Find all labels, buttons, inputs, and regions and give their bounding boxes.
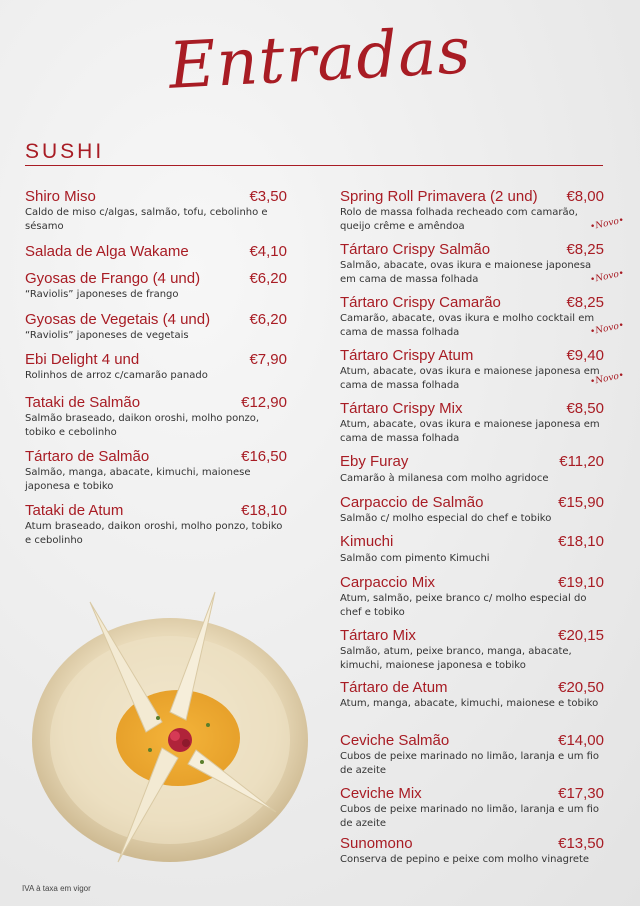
item-price: €19,10 [558, 574, 604, 591]
item-description: Atum, abacate, ovas ikura e maionese japonesa em cama de massa folhada [340, 419, 600, 444]
item-description: Camarão à milanesa com molho agridoce [340, 473, 549, 484]
item-description: “Raviolis” japoneses de vegetais [25, 330, 189, 341]
item-price: €7,90 [249, 351, 287, 368]
item-name: Sunomono [340, 835, 413, 852]
item-description: Rolinhos de arroz c/camarão panado [25, 370, 208, 381]
item-description: Cubos de peixe marinado no limão, laranja e um fio de azeite [340, 751, 600, 776]
section-divider [25, 165, 603, 166]
item-price: €17,30 [558, 785, 604, 802]
item-name: Tártaro de Salmão [25, 448, 150, 465]
item-name: Spring Roll Primavera (2 und) [340, 188, 538, 205]
item-description: Atum, manga, abacate, kimuchi, maionese e tobiko [340, 698, 599, 709]
item-name: Salada de Alga Wakame [25, 243, 189, 260]
item-description: Salmão, manga, abacate, kimuchi, maionese japonesa e tobiko [25, 467, 251, 492]
item-price: €4,10 [249, 243, 287, 260]
new-badge: •Novo• [589, 320, 626, 338]
new-badge: •Novo• [589, 370, 626, 388]
item-name: Ceviche Salmão [340, 732, 450, 749]
new-badge: •Novo• [589, 215, 626, 233]
section-title: SUSHI [25, 140, 105, 163]
item-description: Atum braseado, daikon oroshi, molho ponzo, tobiko e cebolinho [25, 521, 283, 546]
item-description: Camarão, abacate, ovas ikura e molho cocktail em cama de massa folhada [340, 313, 595, 338]
item-name: Tártaro Crispy Camarão [340, 294, 501, 311]
item-price: €12,90 [241, 394, 287, 411]
item-price: €8,25 [566, 294, 604, 311]
item-description: Cubos de peixe marinado no limão, laranja e um fio de azeite [340, 804, 600, 829]
item-price: €18,10 [241, 502, 287, 519]
item-price: €6,20 [249, 311, 287, 328]
item-description: Atum, abacate, ovas ikura e maionese japonesa em cama de massa folhada [340, 366, 600, 391]
item-name: Tártaro Crispy Mix [340, 400, 463, 417]
item-name: Tártaro Mix [340, 627, 416, 644]
item-price: €14,00 [558, 732, 604, 749]
item-name: Tártaro de Atum [340, 679, 448, 696]
item-name: Tataki de Salmão [25, 394, 141, 411]
item-description: “Raviolis” japoneses de frango [25, 289, 179, 300]
item-price: €8,25 [566, 241, 604, 258]
item-price: €18,10 [558, 533, 604, 550]
item-description: Salmão com pimento Kimuchi [340, 553, 490, 564]
item-name: Tártaro Crispy Atum [340, 347, 474, 364]
item-description: Salmão, atum, peixe branco, manga, abacate, kimuchi, maionese japonesa e tobiko [340, 646, 572, 671]
item-price: €13,50 [558, 835, 604, 852]
item-description: Atum, salmão, peixe branco c/ molho especial do chef e tobiko [340, 593, 587, 618]
item-price: €15,90 [558, 494, 604, 511]
item-name: Carpaccio de Salmão [340, 494, 484, 511]
item-name: Tataki de Atum [25, 502, 124, 519]
item-name: Carpaccio Mix [340, 574, 436, 591]
item-description: Salmão c/ molho especial do chef e tobiko [340, 513, 552, 524]
item-description: Rolo de massa folhada recheado com camarão, queijo crême e amêndoa [340, 207, 578, 232]
item-price: €8,00 [566, 188, 604, 205]
item-price: €20,15 [558, 627, 604, 644]
item-name: Gyosas de Vegetais (4 und) [25, 311, 211, 328]
item-price: €8,50 [566, 400, 604, 417]
item-name: Tártaro Crispy Salmão [340, 241, 491, 258]
item-price: €9,40 [566, 347, 604, 364]
item-price: €3,50 [249, 188, 287, 205]
item-name: Ebi Delight 4 und [25, 351, 140, 368]
new-badge: •Novo• [589, 268, 626, 286]
vat-note: IVA à taxa em vigor [22, 884, 91, 893]
item-price: €20,50 [558, 679, 604, 696]
item-description: Salmão, abacate, ovas ikura e maionese japonesa em cama de massa folhada [340, 260, 592, 285]
item-price: €16,50 [241, 448, 287, 465]
item-price: €6,20 [249, 270, 287, 287]
item-description: Conserva de pepino e peixe com molho vinagrete [340, 854, 590, 865]
item-name: Eby Furay [340, 453, 409, 470]
dish-photo [30, 590, 320, 880]
item-name: Ceviche Mix [340, 785, 422, 802]
item-description: Caldo de miso c/algas, salmão, tofu, cebolinho e sésamo [25, 207, 268, 232]
item-name: Kimuchi [340, 533, 394, 550]
item-name: Gyosas de Frango (4 und) [25, 270, 201, 287]
item-description: Salmão braseado, daikon oroshi, molho ponzo, tobiko e cebolinho [25, 413, 260, 438]
page-title: Entradas [167, 14, 473, 104]
item-price: €11,20 [559, 453, 604, 470]
item-name: Shiro Miso [25, 188, 96, 205]
